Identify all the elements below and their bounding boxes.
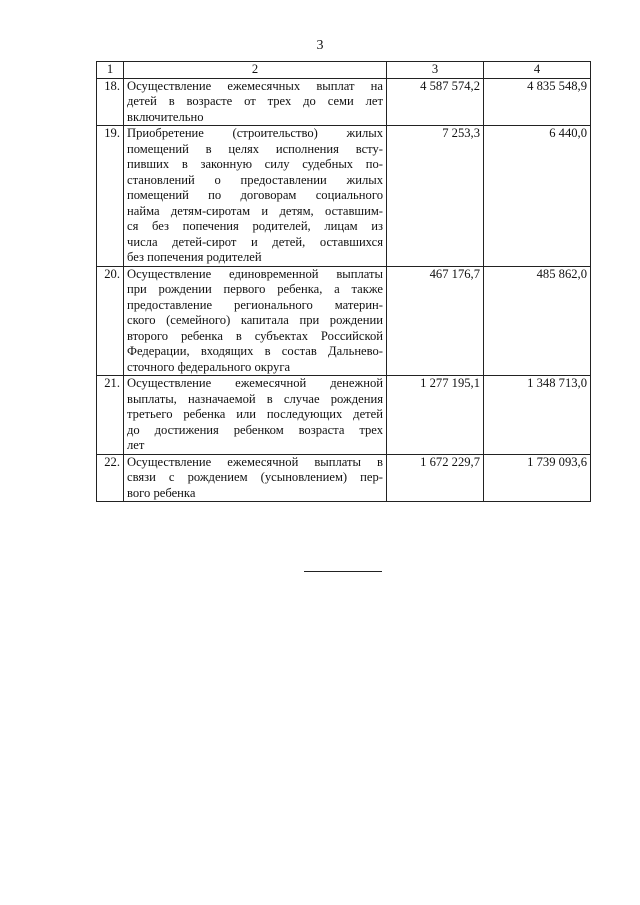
description-line: пивших в законную силу судебных по- — [127, 157, 383, 171]
description-line: Осуществление ежемесячной денежной — [127, 376, 383, 390]
column-header-4: 4 — [484, 62, 591, 79]
description-line: связи с рождением (усыновлением) пер- — [127, 470, 383, 484]
description-line: Осуществление единовременной выплаты — [127, 266, 383, 281]
row-value-col4: 1 348 713,0 — [484, 376, 591, 455]
closing-rule — [304, 571, 382, 572]
description-line: при рождении первого ребенка, а также — [127, 282, 383, 296]
row-description — [124, 454, 387, 502]
row-description — [124, 376, 387, 455]
description-line: найма детям-сиротам и детям, оставшим- — [127, 203, 383, 218]
row-value-col4: 485 862,0 — [484, 266, 591, 376]
row-number: 20. — [97, 266, 124, 376]
table-row — [97, 454, 591, 502]
budget-table — [96, 61, 591, 502]
row-value-col3: 4 587 574,2 — [387, 78, 484, 126]
row-value-col4: 1 739 093,6 — [484, 454, 591, 502]
description-line: включительно — [127, 109, 204, 124]
description-line: помещений по договорам социального — [127, 188, 383, 202]
table-row — [97, 78, 591, 126]
table-header-row — [97, 62, 591, 79]
description-line: Приобретение (строительство) жилых — [127, 126, 383, 140]
description-line: Федерации, входящих в состав Дальнево- — [127, 344, 383, 358]
description-line: детей в возрасте от трех до семи лет — [127, 94, 383, 108]
description-line: третьего ребенка или последующих детей — [127, 407, 383, 421]
row-value-col3: 7 253,3 — [387, 126, 484, 267]
description-line: выплаты, назначаемой в случае рождения — [127, 391, 383, 406]
description-line: предоставление регионального материн- — [127, 297, 383, 312]
description-line: лет — [127, 438, 145, 452]
description-line: ского (семейного) капитала при рождении — [127, 313, 383, 327]
description-line: Осуществление ежемесячных выплат на — [127, 78, 383, 93]
row-description — [124, 126, 387, 267]
table-row — [97, 126, 591, 267]
row-value-col3: 1 277 195,1 — [387, 376, 484, 455]
description-line: помещений в целях исполнения всту- — [127, 141, 383, 156]
row-value-col4: 6 440,0 — [484, 126, 591, 267]
page-number: 3 — [316, 38, 324, 53]
table-body — [97, 78, 591, 502]
row-number: 22. — [97, 454, 124, 502]
description-line: вого ребенка — [127, 485, 196, 500]
column-header-3: 3 — [387, 62, 484, 79]
description-line: второго ребенка в субъектах Российской — [127, 328, 383, 343]
description-line: без попечения родителей — [127, 250, 262, 264]
description-line: до достижения ребенком возраста трех — [127, 422, 383, 437]
table-row — [97, 376, 591, 455]
description-line: ся без попечения родителей, лицам из — [127, 219, 383, 233]
description-line: Осуществление ежемесячной выплаты в — [127, 454, 383, 469]
row-description — [124, 78, 387, 126]
column-header-2: 2 — [124, 62, 387, 79]
description-line: становлений о предоставлении жилых — [127, 172, 383, 187]
description-line: сточного федерального округа — [127, 359, 291, 374]
row-number: 19. — [97, 126, 124, 267]
row-value-col3: 1 672 229,7 — [387, 454, 484, 502]
table-row — [97, 266, 591, 376]
row-number: 18. — [97, 78, 124, 126]
row-value-col4: 4 835 548,9 — [484, 78, 591, 126]
column-header-1: 1 — [97, 62, 124, 79]
row-number: 21. — [97, 376, 124, 455]
row-value-col3: 467 176,7 — [387, 266, 484, 376]
row-description — [124, 266, 387, 376]
description-line: числа детей-сирот и детей, оставшихся — [127, 234, 383, 249]
